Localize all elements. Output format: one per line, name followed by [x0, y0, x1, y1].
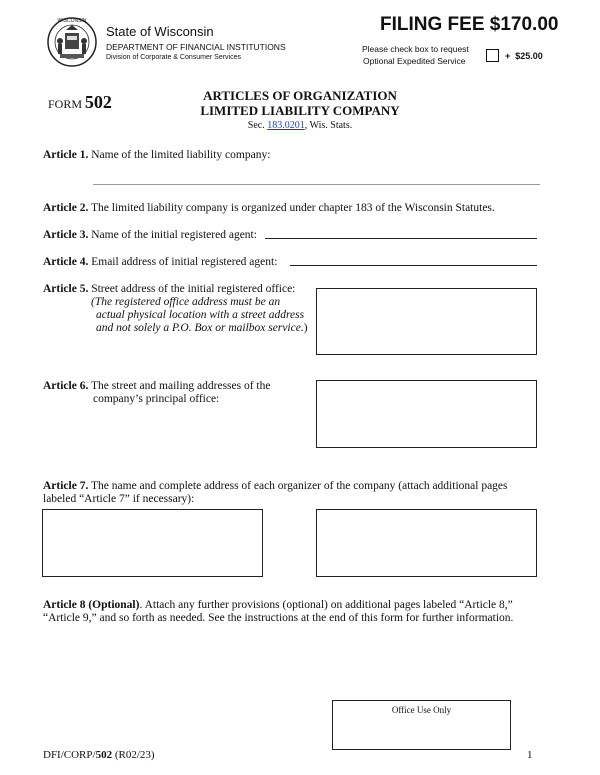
article-2	[43, 202, 495, 214]
form-code-prefix: DFI/CORP/	[43, 749, 96, 761]
article-6-text-2: company’s principal office:	[93, 393, 220, 405]
title-line-2: LIMITED LIABILITY COMPANY	[200, 103, 400, 118]
title-line-1: ARTICLES OF ORGANIZATION	[203, 88, 397, 103]
division-name: Division of Corporate & Consumer Services	[106, 54, 241, 61]
article-5-text: Street address of the initial registered office:	[91, 283, 296, 295]
agent-email-field[interactable]	[290, 265, 537, 266]
article-7-text-1: The name and complete address of each organizer of the company (attach additional pages	[91, 480, 508, 492]
article-8	[43, 599, 513, 611]
article-6-text-1: The street and mailing addresses of the	[91, 380, 271, 392]
article-2-label: Article 2.	[43, 202, 89, 214]
svg-text:WISCONSIN: WISCONSIN	[57, 18, 87, 24]
expedite-fee: + $25.00	[505, 51, 543, 61]
article-1-text: Name of the limited liability company:	[91, 149, 271, 161]
article-6-label: Article 6.	[43, 380, 89, 392]
llc-name-field[interactable]	[93, 184, 540, 185]
article-4	[43, 256, 277, 268]
form-code-number: 502	[95, 749, 113, 761]
article-7-label: Article 7.	[43, 480, 89, 492]
article-5	[43, 283, 295, 295]
state-name: State of Wisconsin	[106, 24, 214, 39]
expedite-checkbox[interactable]	[486, 49, 499, 62]
article-1	[43, 149, 270, 161]
filing-fee: FILING FEE $170.00	[380, 14, 559, 35]
article-8-label: Article 8 (Optional)	[43, 599, 140, 611]
registered-office-box[interactable]	[316, 288, 537, 355]
expedite-text-1: Please check box to request	[362, 44, 469, 54]
page-number: 1	[527, 749, 533, 761]
form-code-suffix: (R02/23)	[112, 749, 155, 761]
article-3-text: Name of the initial registered agent:	[91, 229, 257, 241]
article-8-text-2: “Article 9,” and so forth as needed. See the instructions at the end of this form for further information.	[43, 612, 514, 624]
article-5-note-2: actual physical location with a street address	[96, 309, 305, 321]
statute-suffix: , Wis. Stats.	[304, 120, 353, 131]
department-name: DEPARTMENT OF FINANCIAL INSTITUTIONS	[106, 42, 286, 52]
article-4-text: Email address of initial registered agent:	[91, 256, 278, 268]
article-7	[43, 480, 508, 492]
form-label: FORM	[48, 97, 83, 111]
article-5-note-1: (The registered office address must be an	[91, 296, 281, 308]
office-use-label: Office Use Only	[391, 705, 452, 715]
article-5-note-3-end: )	[303, 322, 308, 334]
article-5-note-3	[96, 322, 308, 334]
article-7-text-2: labeled “Article 7” if necessary):	[43, 493, 195, 505]
article-6	[43, 380, 270, 392]
article-5-label: Article 5.	[43, 283, 89, 295]
principal-office-box[interactable]	[316, 380, 537, 448]
article-5-note-3-text: and not solely a P.O. Box or mailbox service.	[96, 322, 304, 334]
statute-reference	[0, 120, 600, 131]
expedite-text-2: Optional Expedited Service	[363, 56, 466, 66]
form-number: 502	[84, 92, 112, 112]
article-2-text: The limited liability company is organized under chapter 183 of the Wisconsin Statutes.	[91, 202, 495, 214]
statute-prefix: Sec.	[247, 120, 265, 131]
article-3-label: Article 3.	[43, 229, 89, 241]
office-use-box	[332, 700, 511, 750]
article-1-label: Article 1.	[43, 149, 89, 161]
organizer-box-2[interactable]	[316, 509, 537, 577]
article-4-label: Article 4.	[43, 256, 89, 268]
wisconsin-seal-icon	[46, 14, 98, 72]
form-code	[43, 749, 155, 761]
organizer-box-1[interactable]	[42, 509, 263, 577]
article-3	[43, 229, 257, 241]
article-8-text-1: . Attach any further provisions (optional) on additional pages labeled “Article 8,”	[139, 599, 513, 611]
registered-agent-field[interactable]	[265, 238, 537, 239]
statute-link[interactable]: 183.0201	[267, 120, 305, 131]
